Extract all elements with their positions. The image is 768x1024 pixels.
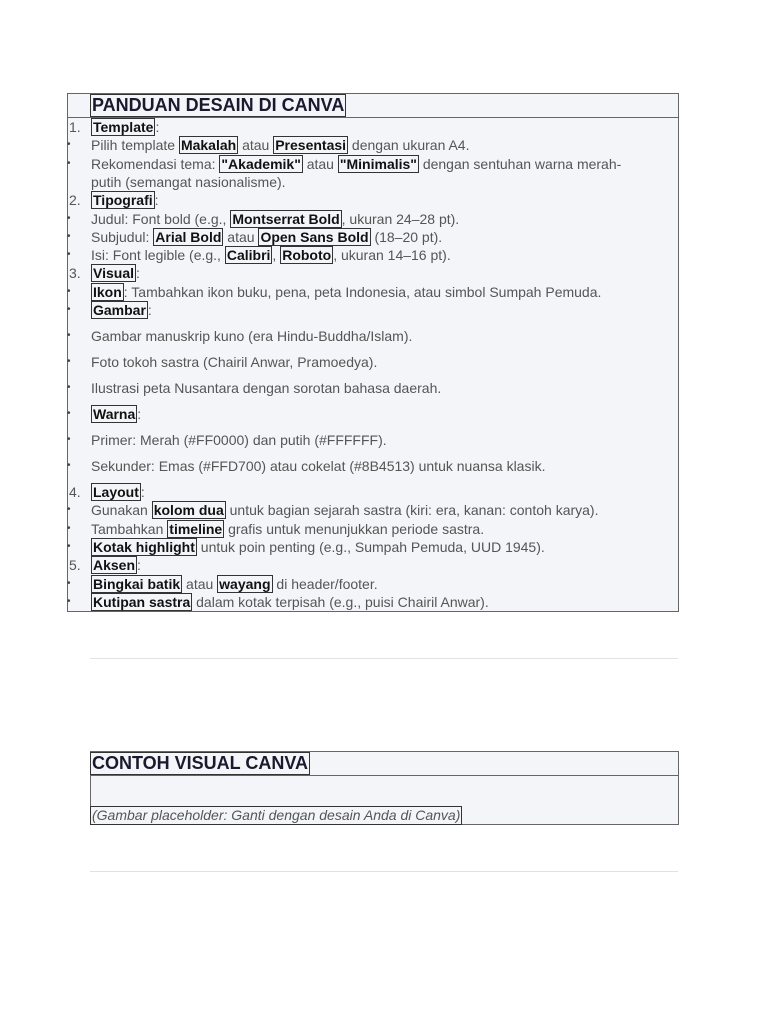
- list-heading-label: Visual: [93, 265, 134, 282]
- list-heading-label: Layout: [93, 484, 139, 501]
- keyword: Bingkai batik: [93, 575, 181, 592]
- bullet-icon: •: [67, 230, 71, 242]
- guide-list: [68, 118, 678, 612]
- bullet-icon: •: [67, 460, 71, 472]
- bullet-icon: •: [67, 304, 71, 315]
- bullet-icon: •: [67, 330, 71, 342]
- item-text: (18–20 pt).: [370, 228, 443, 245]
- item-text: Isi: Font legible (e.g.,: [91, 247, 225, 264]
- item-text: :: [147, 302, 152, 318]
- item-text: Gunakan: [91, 502, 152, 519]
- section-divider: [90, 658, 678, 659]
- list-heading-colon: :: [154, 192, 159, 209]
- item-text: grafis untuk menunjukkan periode sastra.: [224, 520, 485, 537]
- visual-title-divider: [91, 775, 679, 776]
- item-text: Subjudul:: [91, 228, 154, 245]
- item-text: dalam kotak terpisah (e.g., puisi Chairil Anwar).: [192, 593, 489, 610]
- guide-title: PANDUAN DESAIN DI CANVA: [92, 95, 345, 115]
- item-text: Rekomendasi tema:: [91, 155, 220, 172]
- item-text: Ilustrasi peta Nusantara dengan sorotan bahasa daerah.: [91, 380, 442, 397]
- bullet-icon: •: [67, 382, 71, 394]
- bullet-icon: •: [67, 139, 71, 151]
- bullet-icon: •: [67, 595, 71, 607]
- keyword: Kotak highlight: [93, 538, 195, 555]
- image-placeholder: (Gambar placeholder: Ganti dengan desain Anda di Canva): [92, 807, 461, 823]
- guide-section: [67, 93, 679, 612]
- bullet-icon: •: [67, 408, 71, 420]
- item-text: di header/footer.: [272, 575, 378, 592]
- bullet-icon: •: [67, 577, 71, 589]
- section-divider-bottom: [90, 871, 678, 872]
- list-heading-colon: :: [137, 557, 141, 574]
- keyword: Gambar: [93, 302, 146, 318]
- list-number: 5.: [69, 557, 81, 574]
- keyword: Arial Bold: [155, 228, 222, 245]
- list-number: 1.: [69, 119, 81, 135]
- list-heading-label: Tipografi: [93, 192, 153, 209]
- keyword: Presentasi: [275, 137, 347, 154]
- item-text: Tambahkan: [91, 520, 168, 537]
- list-heading-colon: :: [140, 484, 145, 501]
- item-text: atau: [302, 155, 338, 172]
- bullet-icon: •: [67, 522, 71, 534]
- list-heading-label: Aksen: [93, 557, 136, 574]
- keyword: Ikon: [93, 283, 122, 300]
- bullet-icon: •: [67, 356, 71, 368]
- item-text: :: [137, 406, 142, 423]
- keyword: Open Sans Bold: [260, 228, 369, 245]
- item-text: atau: [223, 228, 259, 245]
- item-text: atau: [182, 575, 218, 592]
- keyword: Warna: [93, 406, 136, 423]
- item-text: Gambar manuskrip kuno (era Hindu-Buddha/Islam).: [91, 328, 413, 345]
- bullet-icon: •: [67, 249, 71, 261]
- item-text: : Tambahkan ikon buku, pena, peta Indonesia, atau simbol Sumpah Pemuda.: [123, 283, 602, 300]
- item-text: untuk poin penting (e.g., Sumpah Pemuda, UUD 1945).: [196, 538, 545, 555]
- bullet-icon: •: [67, 504, 71, 516]
- list-number: 3.: [69, 265, 81, 282]
- keyword: Calibri: [226, 247, 271, 264]
- keyword: Makalah: [180, 137, 237, 154]
- item-text: Foto tokoh sastra (Chairil Anwar, Pramoedya).: [91, 354, 378, 371]
- bullet-icon: •: [67, 157, 71, 169]
- item-text: untuk bagian sejarah sastra (kiri: era, kanan: contoh karya).: [225, 502, 599, 519]
- list-heading-colon: :: [136, 265, 140, 282]
- keyword: wayang: [219, 575, 271, 592]
- item-text: , ukuran 24–28 pt).: [341, 210, 460, 227]
- bullet-icon: •: [67, 434, 71, 446]
- item-text: atau: [238, 137, 274, 154]
- item-text: Pilih template: [91, 137, 179, 154]
- list-number: 2.: [69, 192, 81, 209]
- keyword: Kutipan sastra: [93, 593, 191, 610]
- item-text: ,: [272, 247, 281, 264]
- item-text: putih (semangat nasionalisme).: [91, 173, 286, 190]
- bullet-icon: •: [67, 212, 71, 224]
- keyword: kolom dua: [153, 502, 224, 519]
- item-text: dengan sentuhan warna merah-: [418, 155, 622, 172]
- list-heading-colon: :: [155, 119, 160, 135]
- visual-title: CONTOH VISUAL CANVA: [92, 753, 309, 773]
- item-text: Judul: Font bold (e.g.,: [91, 210, 231, 227]
- item-text: Primer: Merah (#FF0000) dan putih (#FFFFFF).: [91, 432, 387, 449]
- list-number: 4.: [69, 484, 81, 501]
- keyword: Montserrat Bold: [232, 210, 340, 227]
- keyword: "Minimalis": [339, 155, 417, 172]
- item-text: dengan ukuran A4.: [348, 137, 470, 154]
- visual-section: [90, 751, 679, 825]
- keyword: timeline: [169, 520, 223, 537]
- keyword: Roboto: [282, 247, 332, 264]
- item-text: Sekunder: Emas (#FFD700) atau cokelat (#8B4513) untuk nuansa klasik.: [91, 458, 546, 475]
- keyword: "Akademik": [221, 155, 301, 172]
- bullet-icon: •: [67, 285, 71, 297]
- list-heading-label: Template: [93, 119, 154, 135]
- item-text: , ukuran 14–16 pt).: [333, 247, 451, 264]
- bullet-icon: •: [67, 540, 71, 552]
